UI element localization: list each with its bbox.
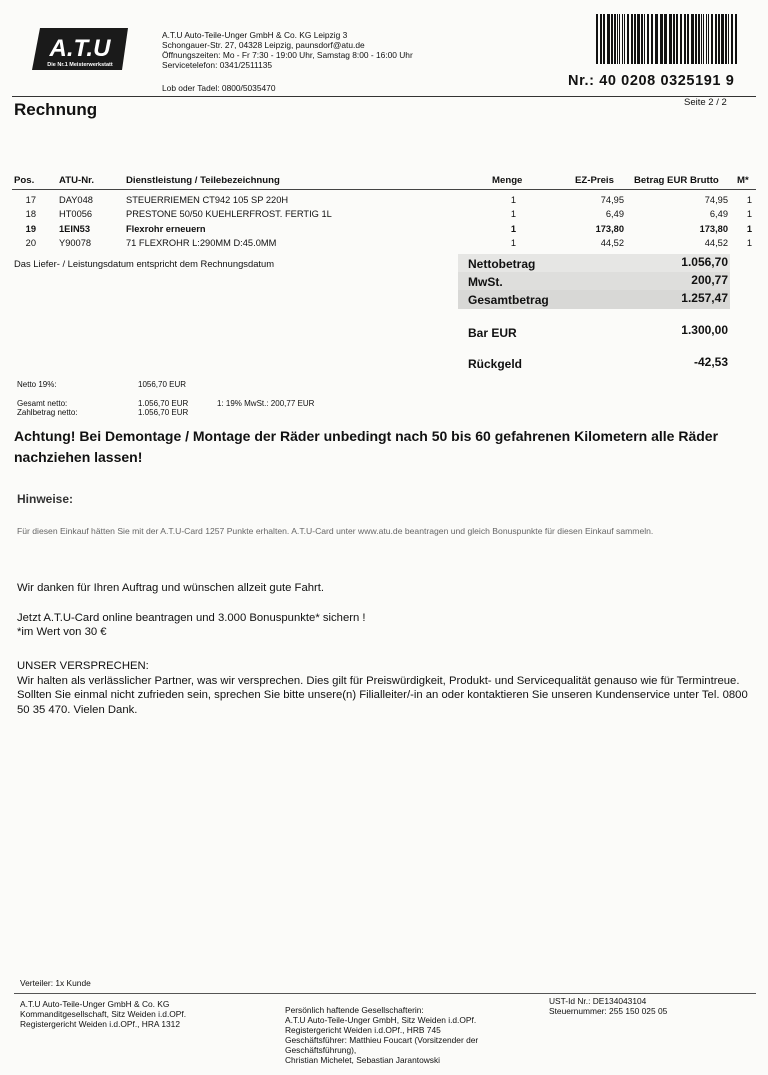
barcode-bar <box>698 14 700 64</box>
barcode-graphic <box>594 14 740 64</box>
header-divider <box>12 96 756 97</box>
row-description: 71 FLEXROHR L:290MM D:45.0MM <box>126 238 277 248</box>
barcode-bar <box>655 14 658 64</box>
footer-line: UST-Id Nr.: DE134043104 <box>549 996 647 1006</box>
promise-heading: UNSER VERSPRECHEN: <box>17 660 149 672</box>
gross-total-label: Gesamtbetrag <box>468 293 549 307</box>
footer-company <box>20 999 186 1029</box>
table-row <box>0 224 768 237</box>
payable-net-label: Zahlbetrag netto: <box>17 408 78 417</box>
row-article: 1EIN53 <box>59 224 91 234</box>
barcode-bar <box>603 14 605 64</box>
row-total: 173,80 <box>699 224 728 234</box>
row-pos: 19 <box>25 224 36 234</box>
barcode-bar <box>708 14 709 64</box>
footer-line: Registergericht Weiden i.d.OPf., HRB 745 <box>285 1025 441 1035</box>
col-header-total: Betrag EUR Brutto <box>634 175 719 186</box>
row-m: 1 <box>746 238 752 248</box>
row-article: HT0056 <box>59 209 93 219</box>
barcode-bar <box>680 14 682 64</box>
barcode-bar <box>627 14 629 64</box>
barcode-bar <box>664 14 667 64</box>
svg-text:A.T.U: A.T.U <box>49 35 111 62</box>
total-net-value: 1.056,70 EUR <box>138 399 189 408</box>
footer-line: Christian Michelet, Sebastian Jarantowski <box>285 1055 441 1065</box>
payable-net-value: 1.056,70 EUR <box>138 408 189 417</box>
card-offer <box>17 611 366 639</box>
barcode-bar <box>660 14 663 64</box>
net-total-value: 1.056,70 <box>681 255 728 269</box>
footer-divider <box>14 993 756 994</box>
barcode-bar <box>619 14 620 64</box>
row-unit-price: 173,80 <box>595 224 624 234</box>
footer-line: Kommanditgesellschaft, Sitz Weiden i.d.OPf. <box>20 1009 187 1019</box>
col-header-article: ATU-Nr. <box>59 175 94 186</box>
barcode-bar <box>735 14 737 64</box>
barcode-bar <box>669 14 672 64</box>
barcode-bar <box>673 14 675 64</box>
total-net-label: Gesamt netto: <box>17 399 68 408</box>
page-indicator: Seite 2 / 2 <box>684 97 727 108</box>
row-qty: 1 <box>510 238 516 248</box>
barcode-bar <box>706 14 707 64</box>
row-qty: 1 <box>510 195 516 205</box>
row-pos: 20 <box>25 238 36 248</box>
row-qty: 1 <box>510 209 516 219</box>
row-total: 44,52 <box>704 238 728 248</box>
footer-line: Geschäftsführer: Matthieu Foucart (Vorsitzender der <box>285 1035 479 1045</box>
company-line: A.T.U Auto-Teile-Unger GmbH & Co. KG Leipzig 3 <box>162 30 348 40</box>
invoice-number: Nr.: 40 0208 0325191 9 <box>568 73 735 89</box>
footer-line: Registergericht Weiden i.d.OPf., HRA 1312 <box>20 1019 180 1029</box>
vat-label: MwSt. <box>468 275 503 289</box>
barcode-bar <box>703 14 704 64</box>
footer-partner <box>285 1005 478 1065</box>
atu-logo-graphic <box>30 26 130 72</box>
barcode-bar <box>731 14 733 64</box>
barcode-bar <box>721 14 724 64</box>
promise-text: Wir halten als verlässlicher Partner, was wir versprechen. Dies gilt für Preiswürdigkeit, Produkt- und Servicequalität genauso wie für Termintreue. Sollten Sie einmal nicht zufrieden sein, sprechen Sie bitte unsere(n) Filialleiter/-in an oder kontaktieren Sie unseren Kundenservice unter Tel. 0800 50 35 470. Vielen Dank. <box>17 674 748 716</box>
wheel-warning: Achtung! Bei Demontage / Montage der Räder unbedingt nach 50 bis 60 gefahrenen Kilometern alle Räder nachziehen lassen! <box>14 428 719 465</box>
col-header-unit-price: EZ-Preis <box>575 175 614 186</box>
footer-tax <box>549 996 667 1016</box>
barcode-bar <box>728 14 729 64</box>
barcode-bar <box>687 14 689 64</box>
row-m: 1 <box>746 209 752 219</box>
svg-text:Die Nr.1 Meisterwerkstatt: Die Nr.1 Meisterwerkstatt <box>47 62 113 68</box>
card-offer-footnote: *im Wert von 30 € <box>17 626 107 638</box>
barcode-bar <box>634 14 636 64</box>
row-unit-price: 44,52 <box>600 238 624 248</box>
col-header-description: Dienstleistung / Teilebezeichnung <box>126 175 280 186</box>
row-description: PRESTONE 50/50 KUEHLERFROST. FERTIG 1L <box>126 209 332 219</box>
footer-line: Geschäftsführung), <box>285 1045 357 1055</box>
company-line: Servicetelefon: 0341/2511135 <box>162 60 273 70</box>
gross-total-value: 1.257,47 <box>681 291 728 305</box>
barcode-bar <box>676 14 678 64</box>
card-offer-line: Jetzt A.T.U-Card online beantragen und 3.000 Bonuspunkte* sichern ! <box>17 612 366 624</box>
cash-value: 1.300,00 <box>681 323 728 337</box>
row-description: Flexrohr erneuern <box>126 224 206 234</box>
barcode-bar <box>684 14 686 64</box>
footer-line: A.T.U Auto-Teile-Unger GmbH & Co. KG <box>20 999 170 1009</box>
barcode-bar <box>617 14 618 64</box>
barcode-bar <box>715 14 717 64</box>
company-line: Öffnungszeiten: Mo - Fr 7:30 - 19:00 Uhr, Samstag 8:00 - 16:00 Uhr <box>162 50 413 60</box>
barcode-bar <box>622 14 623 64</box>
notes-text: Für diesen Einkauf hätten Sie mit der A.T.U-Card 1257 Punkte erhalten. A.T.U-Card unter www.atu.de beantragen und gleich Bonuspunkte für diesen Einkauf sammeln. <box>17 526 654 536</box>
change-value: -42,53 <box>693 355 728 369</box>
barcode-bar <box>624 14 625 64</box>
col-header-pos: Pos. <box>14 175 35 186</box>
barcode-bar <box>711 14 713 64</box>
net19-value: 1056,70 EUR <box>138 380 187 389</box>
net-total-label: Nettobetrag <box>468 257 536 271</box>
barcode-bar <box>611 14 613 64</box>
barcode-bar <box>701 14 702 64</box>
barcode-bar <box>614 14 616 64</box>
atu-logo <box>30 26 130 72</box>
row-m: 1 <box>746 224 752 234</box>
row-article: DAY048 <box>59 195 93 205</box>
table-row <box>0 195 768 208</box>
row-description: STEUERRIEMEN CT942 105 SP 220H <box>126 195 289 205</box>
change-label: Rückgeld <box>468 357 523 371</box>
barcode-bar <box>637 14 640 64</box>
barcode-bar <box>600 14 602 64</box>
barcode-bar <box>596 14 598 64</box>
thank-you-text: Wir danken für Ihren Auftrag und wünschen allzeit gute Fahrt. <box>17 582 325 594</box>
row-pos: 17 <box>25 195 36 205</box>
barcode-bar <box>651 14 653 64</box>
barcode-bar <box>647 14 649 64</box>
row-unit-price: 6,49 <box>605 209 624 219</box>
barcode <box>594 14 740 64</box>
row-article: Y90078 <box>59 238 92 248</box>
row-unit-price: 74,95 <box>600 195 624 205</box>
barcode-bar <box>644 14 645 64</box>
footer-line: Steuernummer: 255 150 025 05 <box>549 1006 668 1016</box>
footer-line: A.T.U Auto-Teile-Unger GmbH, Sitz Weiden i.d.OPf. <box>285 1015 477 1025</box>
vat-breakdown: 1: 19% MwSt.: 200,77 EUR <box>217 399 315 408</box>
barcode-bar <box>718 14 720 64</box>
row-qty: 1 <box>510 224 516 234</box>
document-title: Rechnung <box>14 100 98 119</box>
table-header-divider <box>12 189 756 190</box>
barcode-bar <box>641 14 643 64</box>
barcode-bar <box>695 14 697 64</box>
footer-line: Persönlich haftende Gesellschafterin: <box>285 1005 424 1015</box>
barcode-bar <box>691 14 694 64</box>
distribution-note: Verteiler: 1x Kunde <box>20 978 91 988</box>
promise-section <box>17 659 757 717</box>
company-info <box>162 30 413 70</box>
delivery-date-note: Das Liefer- / Leistungsdatum entspricht dem Rechnungsdatum <box>14 258 275 269</box>
row-total: 6,49 <box>709 209 728 219</box>
net19-label: Netto 19%: <box>17 380 57 389</box>
vat-value: 200,77 <box>691 273 728 287</box>
col-header-m: M* <box>737 175 749 186</box>
barcode-bar <box>631 14 633 64</box>
table-row <box>0 238 768 251</box>
cash-label: Bar EUR <box>468 326 517 340</box>
notes-heading: Hinweise: <box>17 492 74 506</box>
barcode-bar <box>725 14 727 64</box>
row-total: 74,95 <box>704 195 728 205</box>
feedback-hotline: Lob oder Tadel: 0800/5035470 <box>162 83 276 93</box>
barcode-bar <box>607 14 610 64</box>
row-pos: 18 <box>25 209 36 219</box>
company-line: Schongauer-Str. 27, 04328 Leipzig, paunsdorf@atu.de <box>162 40 365 50</box>
table-row <box>0 209 768 222</box>
col-header-qty: Menge <box>492 175 523 186</box>
row-m: 1 <box>746 195 752 205</box>
